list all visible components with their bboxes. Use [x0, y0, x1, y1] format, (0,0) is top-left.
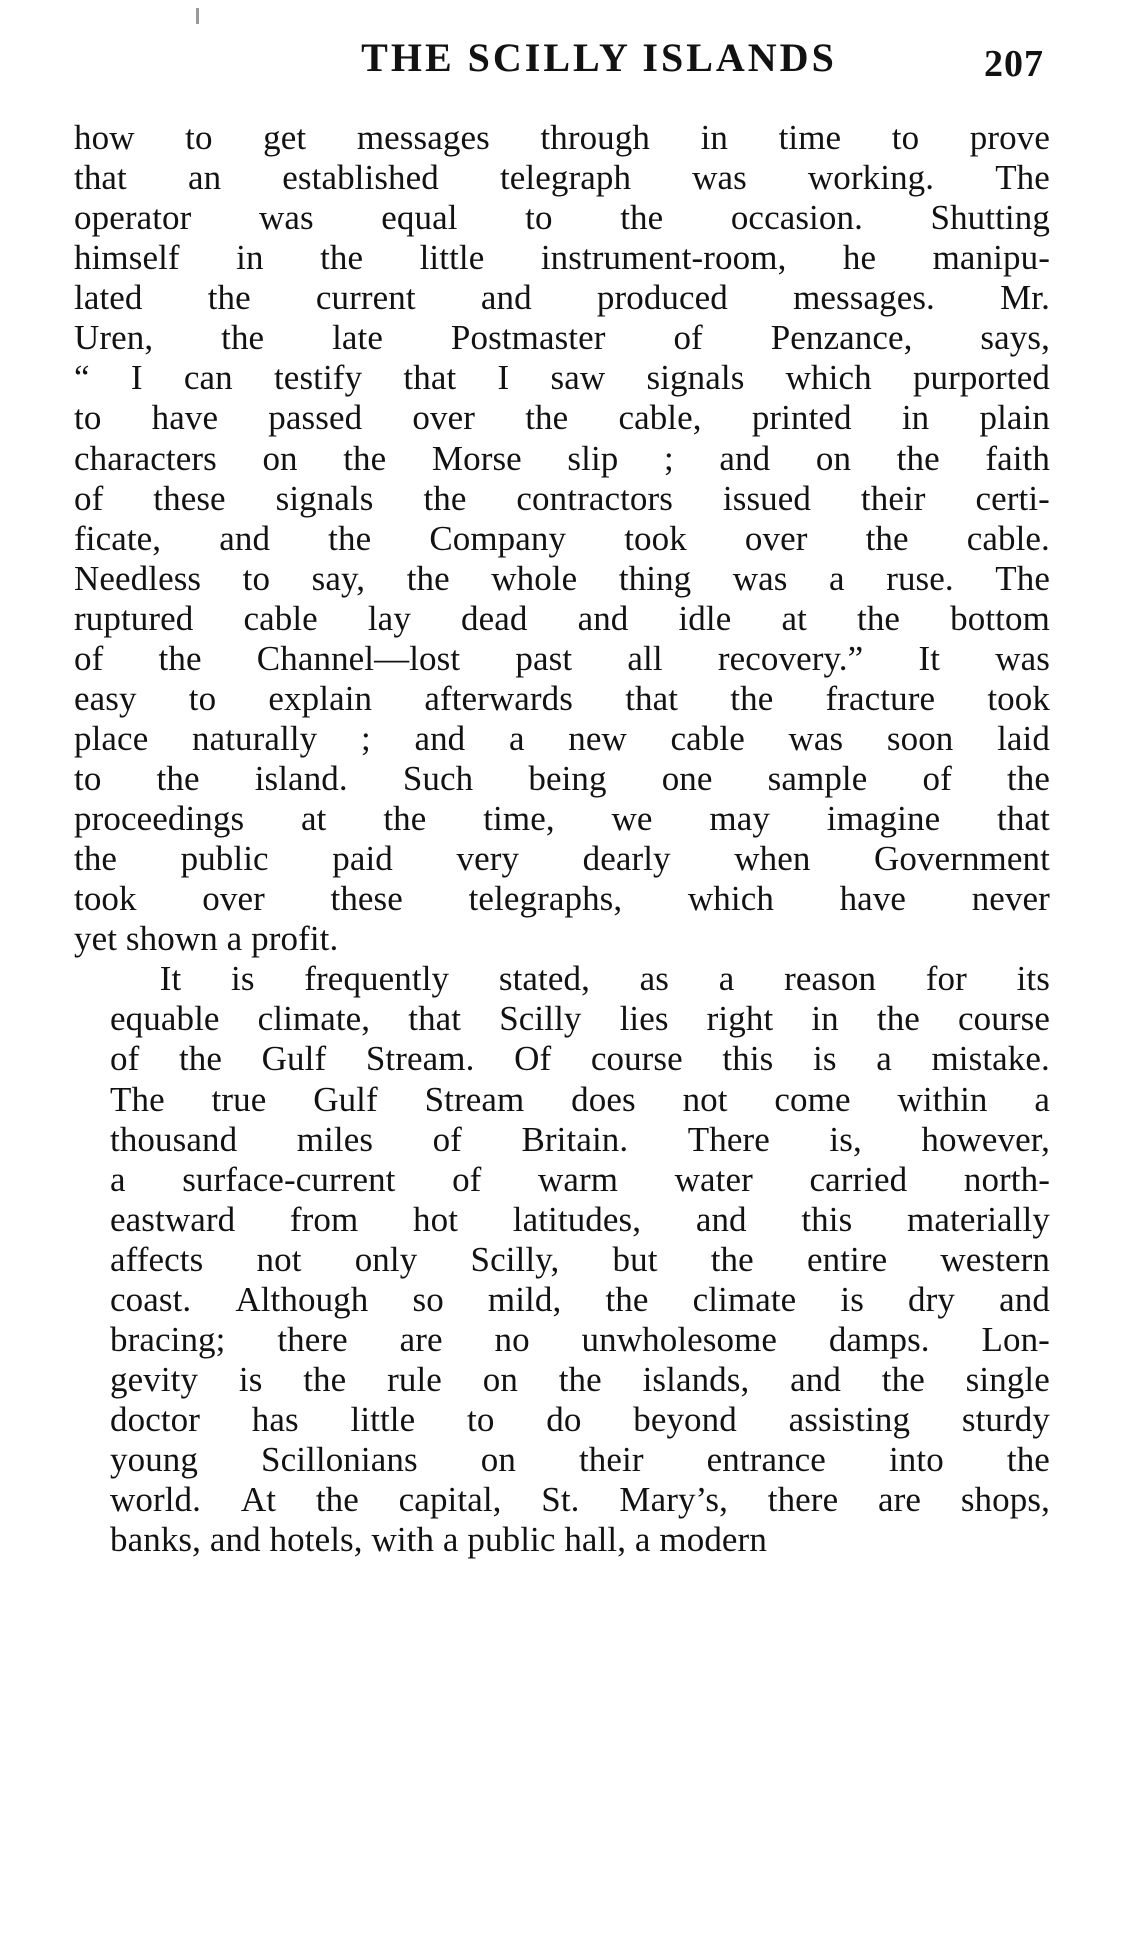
text-line: place naturally ; and a new cable was soon laid [74, 718, 1050, 758]
text-line: easy to explain afterwards that the fracture took [74, 678, 1050, 718]
page-edge-mark [196, 8, 199, 24]
text-line: ruptured cable lay dead and idle at the bottom [74, 598, 1050, 638]
text-line: lated the current and produced messages. Mr. [74, 278, 1050, 318]
text-line: banks, and hotels, with a public hall, a modern [110, 1520, 767, 1560]
text-line: gevity is the rule on the islands, and the single [110, 1359, 1050, 1399]
paragraph [74, 959, 1050, 1560]
paragraph-indent [74, 959, 110, 999]
paragraph [74, 118, 1050, 959]
text-line: The true Gulf Stream does not come within a [110, 1079, 1050, 1119]
page-number: 207 [984, 43, 1044, 85]
text-line: himself in the little instrument-room, he manipu- [74, 238, 1050, 278]
text-line: eastward from hot latitudes, and this materially [110, 1199, 1050, 1239]
text-line: of the Channel—lost past all recovery.” It was [74, 638, 1050, 678]
text-line: Uren, the late Postmaster of Penzance, says, [74, 318, 1050, 358]
text-line: how to get messages through in time to prove [74, 118, 1050, 157]
page-header [74, 34, 1050, 108]
text-line: took over these telegraphs, which have never [74, 879, 1050, 919]
text-line: young Scillonians on their entrance into the [110, 1440, 1050, 1480]
text-line: “ I can testify that I saw signals which purported [74, 358, 1050, 398]
text-line: equable climate, that Scilly lies right in the course [110, 999, 1050, 1039]
text-line: a surface-current of warm water carried north- [110, 1159, 1050, 1199]
text-line: thousand miles of Britain. There is, however, [110, 1119, 1050, 1159]
text-line: world. At the capital, St. Mary’s, there are shops, [110, 1480, 1050, 1520]
text-line: coast. Although so mild, the climate is dry and [110, 1279, 1050, 1319]
text-line: doctor has little to do beyond assisting sturdy [110, 1400, 1050, 1439]
text-line: characters on the Morse slip ; and on the faith [74, 438, 1050, 478]
text-line: It is frequently stated, as a reason for its [74, 959, 1050, 999]
text-line: the public paid very dearly when Government [74, 839, 1050, 879]
text-line: to have passed over the cable, printed in plain [74, 398, 1050, 438]
text-line: yet shown a profit. [74, 919, 339, 959]
page-body [74, 118, 1050, 1560]
text-line: bracing; there are no unwholesome damps. Lon- [110, 1319, 1050, 1359]
text-line: affects not only Scilly, but the entire western [110, 1239, 1050, 1279]
text-line: of these signals the contractors issued their certi- [74, 478, 1050, 518]
text-line: that an established telegraph was working. The [74, 158, 1050, 198]
text-line: to the island. Such being one sample of the [74, 759, 1050, 798]
running-head: THE SCILLY ISLANDS [361, 35, 837, 80]
text-line: of the Gulf Stream. Of course this is a mistake. [110, 1039, 1050, 1079]
text-line: operator was equal to the occasion. Shutting [74, 198, 1050, 238]
text-line: ficate, and the Company took over the cable. [74, 518, 1050, 558]
text-line: Needless to say, the whole thing was a ruse. The [74, 558, 1050, 598]
text-line: proceedings at the time, we may imagine that [74, 799, 1050, 839]
